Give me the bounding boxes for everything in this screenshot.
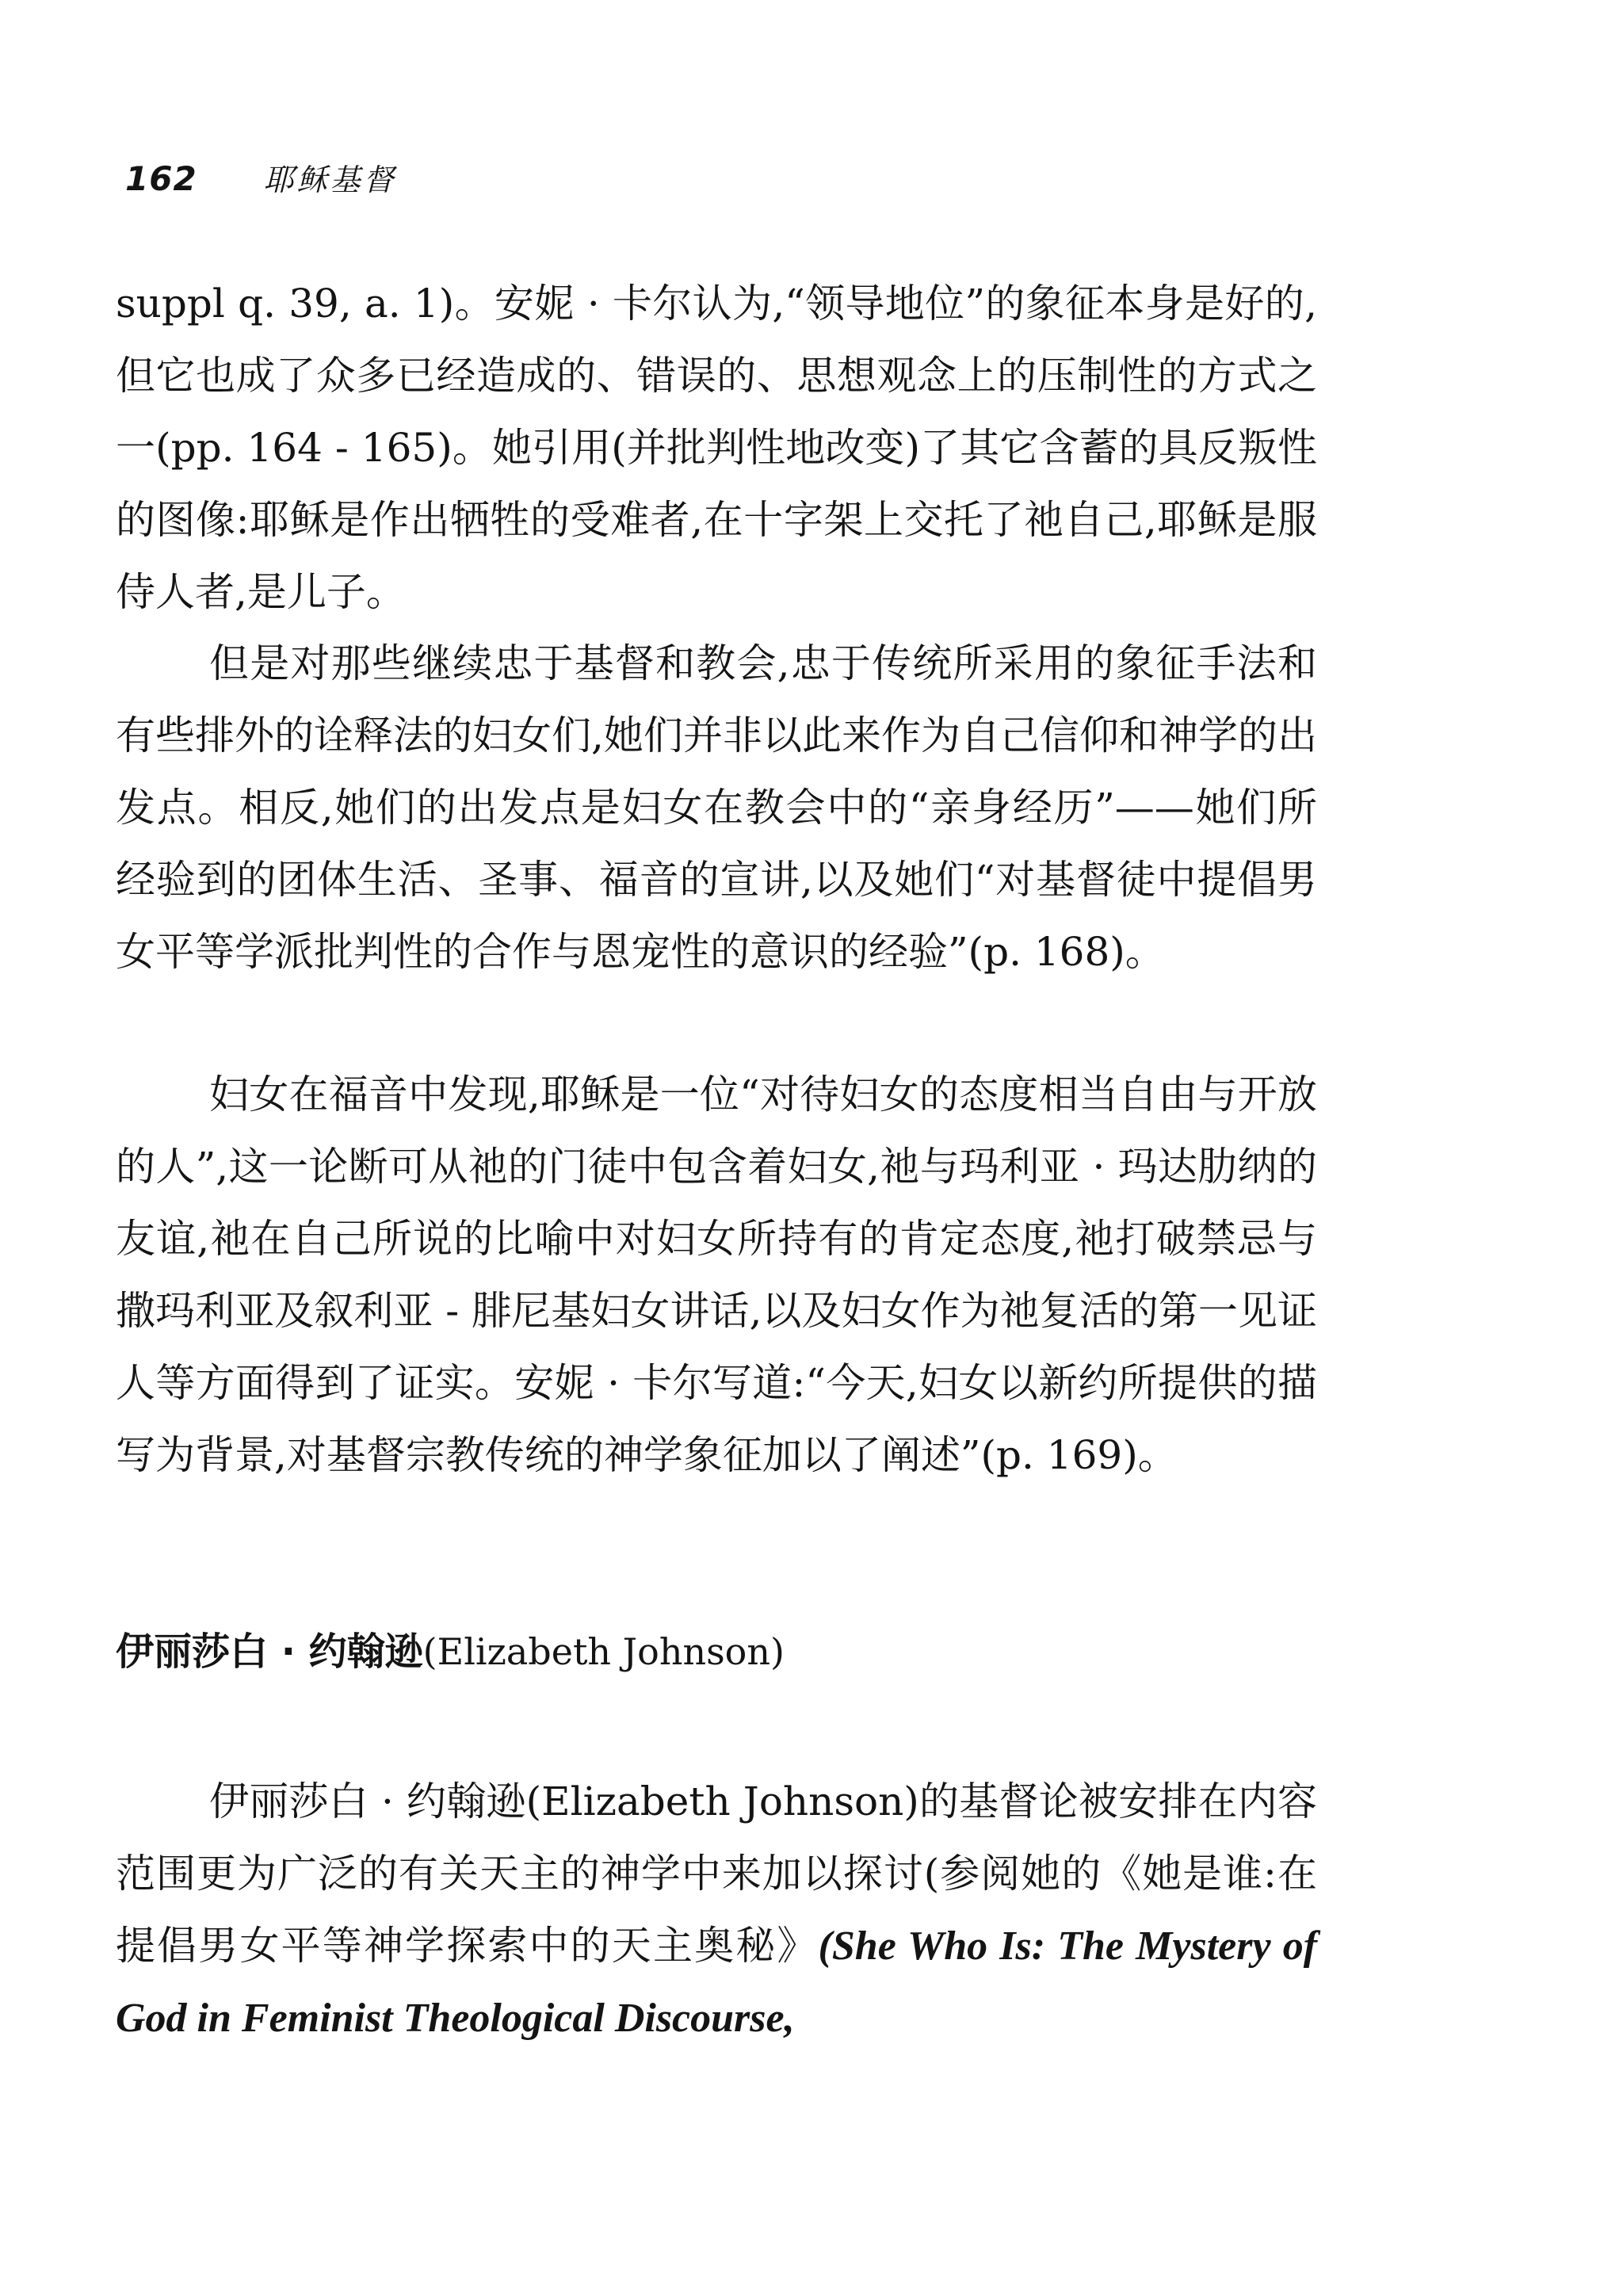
section-heading-chinese: 伊丽莎白 · 约翰逊 <box>116 1629 423 1674</box>
paragraph-4 <box>116 1766 1317 2054</box>
running-header <box>125 155 397 203</box>
paragraph-2: 但是对那些继续忠于基督和教会,忠于传统所采用的象征手法和有些排外的诠释法的妇女们,她们并非以此来作为自己信仰和神学的出发点。相反,她们的出发点是妇女在教会中的“亲身经历”——她们所经验到的团体生活、圣事、福音的宣讲,以及她们“对基督徒中提倡男女平等学派批判性的合作与恩宠性的意识的经验”(p. 168)。 <box>116 640 1317 975</box>
section-heading-latin: (Elizabeth Johnson) <box>422 1630 785 1673</box>
paragraph-3: 妇女在福音中发现,耶稣是一位“对待妇女的态度相当自由与开放的人”,这一论断可从祂的门徒中包含着妇女,祂与玛利亚 · 玛达肋纳的友谊,祂在自己所说的比喻中对妇女所持有的肯定态度,祂打破禁忌与撒玛利亚及叙利亚 - 腓尼基妇女讲话,以及妇女作为祂复活的第一见证人等方面得到了证实。安妮 · 卡尔写道:“今天,妇女以新约所提供的描写为背景,对基督宗教传统的神学象征加以了阐述”(p. 169)。 <box>116 1072 1317 1478</box>
page-number: 162 <box>125 159 197 198</box>
paragraph-1: suppl q. 39, a. 1)。安妮 · 卡尔认为,“领导地位”的象征本身是好的,但它也成了众多已经造成的、错误的、思想观念上的压制性的方式之一(pp. 164 - 165)。她引用(并批判性地改变)了其它含蓄的具反叛性的图像:耶稣是作出牺牲的受难者,在十字架上交托了祂自己,耶稣是服侍人者,是儿子。 <box>116 281 1317 615</box>
paragraph-4-text: 伊丽莎白 · 约翰逊(Elizabeth Johnson)的基督论被安排在内容范围更为广泛的有关天主的神学中来加以探讨(参阅她的《她是谁:在提倡男女平等神学探索中的天主奥秘》 <box>116 1778 1317 1969</box>
running-title: 耶稣基督 <box>263 162 397 197</box>
book-title-italic: (She Who Is: The Mystery of God in Feminist Theological Discourse, <box>116 1924 1318 2041</box>
section-heading <box>116 1623 1317 1680</box>
